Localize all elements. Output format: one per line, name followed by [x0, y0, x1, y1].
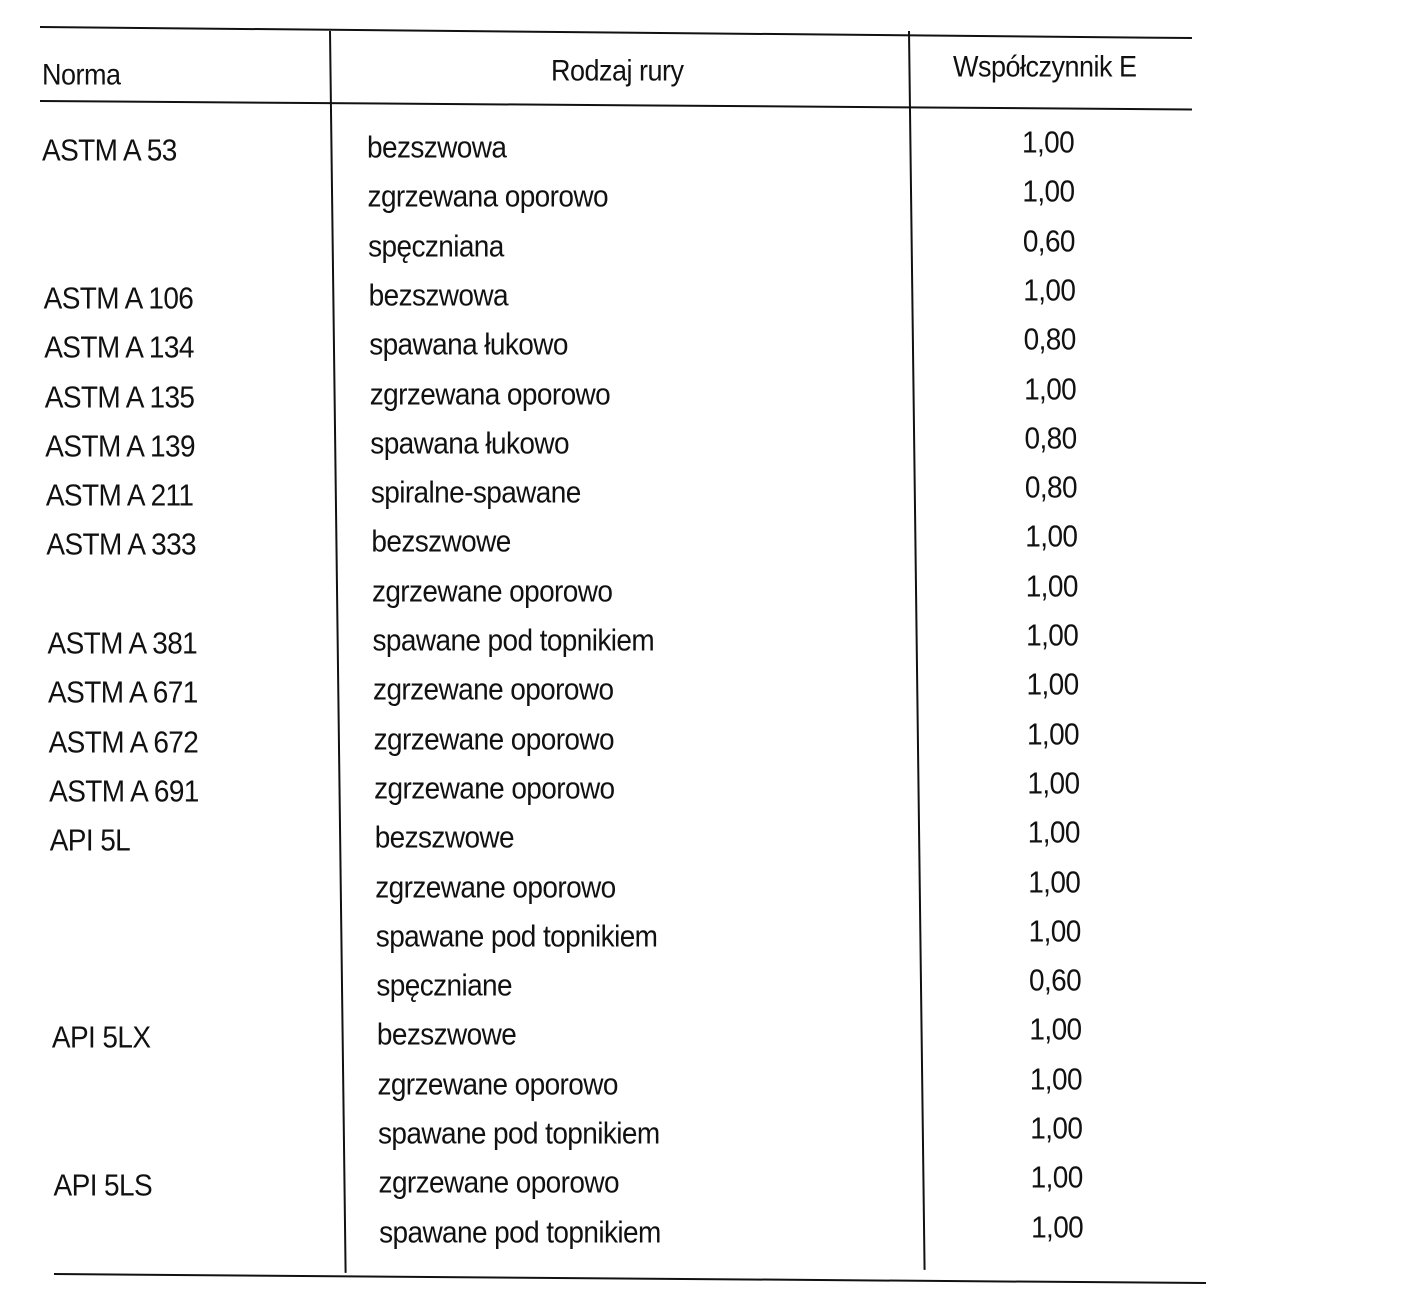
cell-norma: ASTM A 691 — [49, 773, 199, 808]
cell-rodzaj-rury: zgrzewana oporowo — [367, 179, 608, 214]
cell-rodzaj-rury: zgrzewane oporowo — [377, 1066, 618, 1101]
table-row — [0, 618, 1404, 663]
table-row — [0, 913, 1404, 959]
cell-wspolczynnik-e: 1,00 — [1026, 716, 1080, 751]
table-row — [0, 765, 1404, 811]
cell-wspolczynnik-e: 0,60 — [1022, 223, 1075, 258]
table-row — [0, 371, 1404, 417]
cell-rodzaj-rury: spawana łukowo — [369, 327, 568, 362]
cell-rodzaj-rury: bezszwowe — [376, 1017, 517, 1052]
table-row — [0, 322, 1404, 367]
cell-norma: ASTM A 53 — [42, 133, 177, 168]
table-row — [0, 125, 1404, 170]
cell-wspolczynnik-e: 1,00 — [1026, 618, 1079, 653]
cell-rodzaj-rury: spawane pod topnikiem — [372, 623, 655, 658]
cell-norma: ASTM A 139 — [45, 428, 195, 463]
cell-wspolczynnik-e: 1,00 — [1023, 272, 1076, 307]
cell-rodzaj-rury: spawane pod topnikiem — [378, 1116, 660, 1151]
cell-wspolczynnik-e: 1,00 — [1028, 864, 1081, 899]
table-bottom-rule — [54, 1273, 1206, 1284]
cell-wspolczynnik-e: 1,00 — [1026, 667, 1079, 702]
cell-rodzaj-rury: zgrzewana oporowo — [369, 376, 611, 411]
cell-rodzaj-rury: spawane pod topnikiem — [375, 918, 658, 953]
table-row — [0, 1209, 1404, 1255]
cell-norma: ASTM A 106 — [43, 280, 194, 315]
table-row — [0, 1111, 1404, 1156]
cell-norma: ASTM A 211 — [45, 478, 194, 513]
cell-norma: ASTM A 381 — [47, 626, 198, 661]
cell-wspolczynnik-e: 1,00 — [1027, 815, 1080, 850]
cell-wspolczynnik-e: 1,00 — [1031, 1209, 1084, 1244]
cell-wspolczynnik-e: 1,00 — [1022, 125, 1075, 160]
table-row — [0, 174, 1404, 219]
cell-rodzaj-rury: zgrzewane oporowo — [373, 672, 614, 707]
cell-norma: API 5LX — [51, 1020, 151, 1055]
cell-wspolczynnik-e: 1,00 — [1030, 1111, 1083, 1146]
cell-norma: ASTM A 333 — [46, 527, 197, 562]
table-row — [0, 1061, 1404, 1107]
table-row — [0, 1160, 1404, 1205]
cell-rodzaj-rury: spęczniane — [376, 968, 512, 1003]
cell-wspolczynnik-e: 0,60 — [1029, 963, 1082, 998]
table-row — [0, 1012, 1404, 1057]
cell-rodzaj-rury: spawane pod topnikiem — [379, 1214, 661, 1249]
cell-wspolczynnik-e: 1,00 — [1030, 1160, 1083, 1195]
table-row — [0, 963, 1404, 1008]
header-wspolczynnik-e: Współczynnik E — [953, 50, 1137, 84]
header-bottom-rule — [40, 100, 1192, 110]
cell-norma: ASTM A 672 — [48, 724, 199, 759]
table-row — [0, 815, 1404, 860]
cell-wspolczynnik-e: 0,80 — [1023, 322, 1076, 357]
cell-rodzaj-rury: zgrzewane oporowo — [374, 770, 615, 805]
cell-wspolczynnik-e: 1,00 — [1022, 174, 1075, 209]
table-row — [0, 420, 1404, 466]
cell-rodzaj-rury: spęczniana — [368, 228, 504, 263]
cell-rodzaj-rury: zgrzewane oporowo — [373, 721, 614, 756]
cell-rodzaj-rury: bezszwowe — [371, 524, 511, 559]
cell-rodzaj-rury: bezszwowe — [374, 820, 515, 855]
cell-wspolczynnik-e: 1,00 — [1025, 519, 1078, 554]
table-row — [0, 223, 1404, 269]
cell-wspolczynnik-e: 0,80 — [1024, 470, 1077, 505]
cell-norma: ASTM A 135 — [44, 379, 195, 414]
cell-wspolczynnik-e: 1,00 — [1029, 1012, 1082, 1047]
table-row — [0, 864, 1404, 910]
cell-wspolczynnik-e: 1,00 — [1025, 568, 1078, 603]
cell-rodzaj-rury: zgrzewane oporowo — [371, 573, 613, 608]
cell-wspolczynnik-e: 1,00 — [1027, 765, 1080, 800]
cell-wspolczynnik-e: 1,00 — [1029, 1061, 1082, 1096]
table-row — [0, 716, 1404, 762]
table-row — [0, 667, 1404, 712]
cell-norma: ASTM A 671 — [48, 675, 198, 710]
cell-rodzaj-rury: bezszwowa — [368, 277, 508, 312]
cell-norma: API 5LS — [53, 1168, 153, 1203]
table-row — [0, 568, 1404, 614]
cell-rodzaj-rury: zgrzewane oporowo — [378, 1165, 619, 1200]
table-top-rule — [40, 26, 1192, 39]
table-row — [0, 470, 1404, 515]
header-rodzaj-rury: Rodzaj rury — [551, 54, 684, 88]
cell-rodzaj-rury: spiralne-spawane — [370, 475, 581, 510]
cell-wspolczynnik-e: 0,80 — [1024, 420, 1077, 455]
cell-rodzaj-rury: bezszwowa — [367, 130, 507, 165]
table-row — [0, 519, 1404, 564]
cell-wspolczynnik-e: 1,00 — [1028, 913, 1081, 948]
cell-norma: ASTM A 134 — [44, 330, 194, 365]
header-norma: Norma — [42, 58, 121, 92]
table-row — [0, 272, 1404, 318]
cell-wspolczynnik-e: 1,00 — [1024, 371, 1077, 406]
cell-rodzaj-rury: zgrzewane oporowo — [375, 869, 616, 904]
cell-norma: API 5L — [49, 823, 131, 858]
cell-rodzaj-rury: spawana łukowo — [370, 425, 569, 460]
